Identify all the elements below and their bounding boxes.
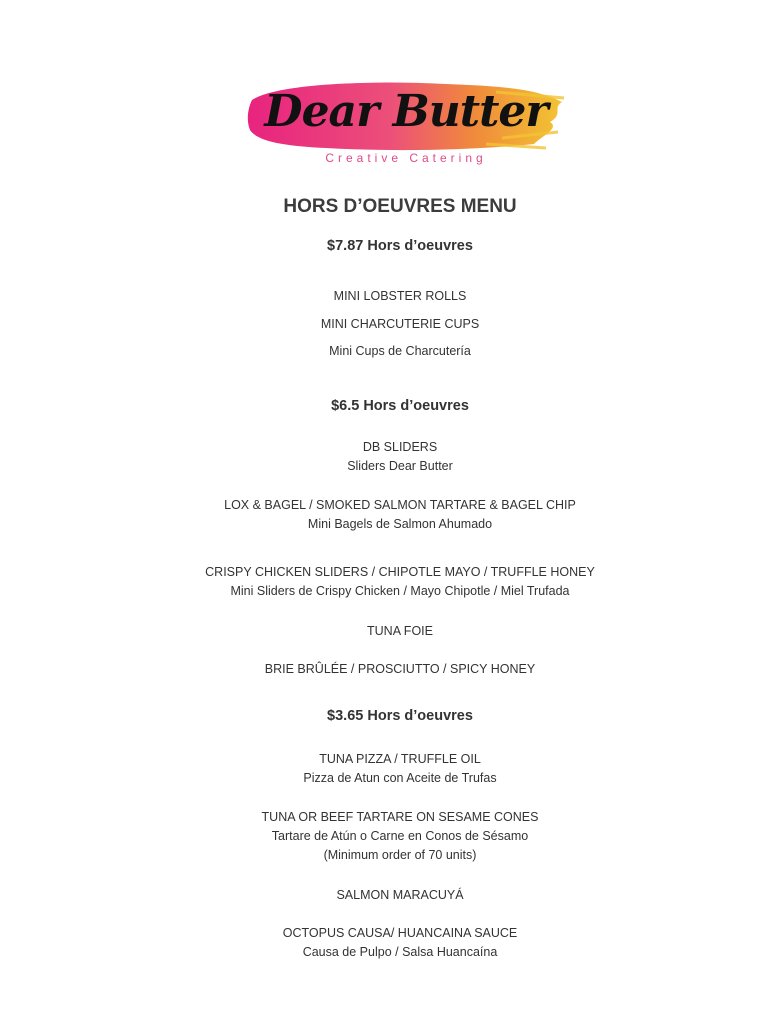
price-heading: $6.5 Hors d’oeuvres bbox=[331, 398, 469, 414]
menu-item bbox=[0, 886, 768, 905]
menu-item bbox=[0, 563, 768, 601]
menu-item bbox=[0, 342, 768, 361]
item-name: MINI LOBSTER ROLLS bbox=[333, 289, 467, 303]
menu-item bbox=[0, 496, 768, 534]
menu-item bbox=[0, 622, 768, 641]
menu-item bbox=[0, 808, 768, 865]
menu-item bbox=[0, 287, 768, 306]
item-name: Mini Cups de Charcutería bbox=[329, 344, 471, 358]
item-name: TUNA PIZZA / TRUFFLE OIL bbox=[319, 752, 481, 766]
item-translation: Pizza de Atun con Aceite de Trufas bbox=[303, 771, 497, 785]
price-heading: $7.87 Hors d’oeuvres bbox=[327, 238, 473, 254]
menu-title: HORS D’OEUVRES MENU bbox=[283, 196, 517, 217]
logo-wordmark: Dear Butter bbox=[264, 86, 548, 137]
item-name: DB SLIDERS bbox=[362, 440, 438, 454]
item-name: SALMON MARACUYÁ bbox=[336, 888, 464, 902]
logo-tagline: Creative Catering bbox=[325, 151, 487, 165]
item-translation: Sliders Dear Butter bbox=[347, 459, 453, 473]
menu-item bbox=[0, 438, 768, 476]
item-translation: Tartare de Atún o Carne en Conos de Sésamo bbox=[271, 829, 529, 843]
menu-item bbox=[0, 750, 768, 788]
item-translation: Causa de Pulpo / Salsa Huancaína bbox=[302, 945, 498, 959]
item-name: TUNA FOIE bbox=[367, 624, 433, 638]
menu-item bbox=[0, 315, 768, 334]
section-heading bbox=[0, 708, 768, 724]
section-heading bbox=[0, 238, 768, 254]
section-heading bbox=[0, 398, 768, 414]
item-name: LOX & BAGEL / SMOKED SALMON TARTARE & BAGEL CHIP bbox=[224, 498, 576, 512]
item-name: OCTOPUS CAUSA/ HUANCAINA SAUCE bbox=[282, 926, 518, 940]
item-name: MINI CHARCUTERIE CUPS bbox=[320, 317, 480, 331]
menu-item bbox=[0, 660, 768, 679]
item-translation: Mini Sliders de Crispy Chicken / Mayo Chipotle / Miel Trufada bbox=[230, 584, 570, 598]
dear-butter-logo bbox=[246, 78, 566, 174]
item-translation: Mini Bagels de Salmon Ahumado bbox=[307, 517, 493, 531]
item-name: TUNA OR BEEF TARTARE ON SESAME CONES bbox=[261, 810, 539, 824]
item-note: (Minimum order of 70 units) bbox=[323, 848, 477, 862]
menu-item bbox=[0, 924, 768, 962]
item-name: BRIE BRÛLÉE / PROSCIUTTO / SPICY HONEY bbox=[264, 662, 536, 676]
item-name: CRISPY CHICKEN SLIDERS / CHIPOTLE MAYO / TRUFFLE HONEY bbox=[205, 565, 595, 579]
price-heading: $3.65 Hors d’oeuvres bbox=[327, 708, 473, 724]
